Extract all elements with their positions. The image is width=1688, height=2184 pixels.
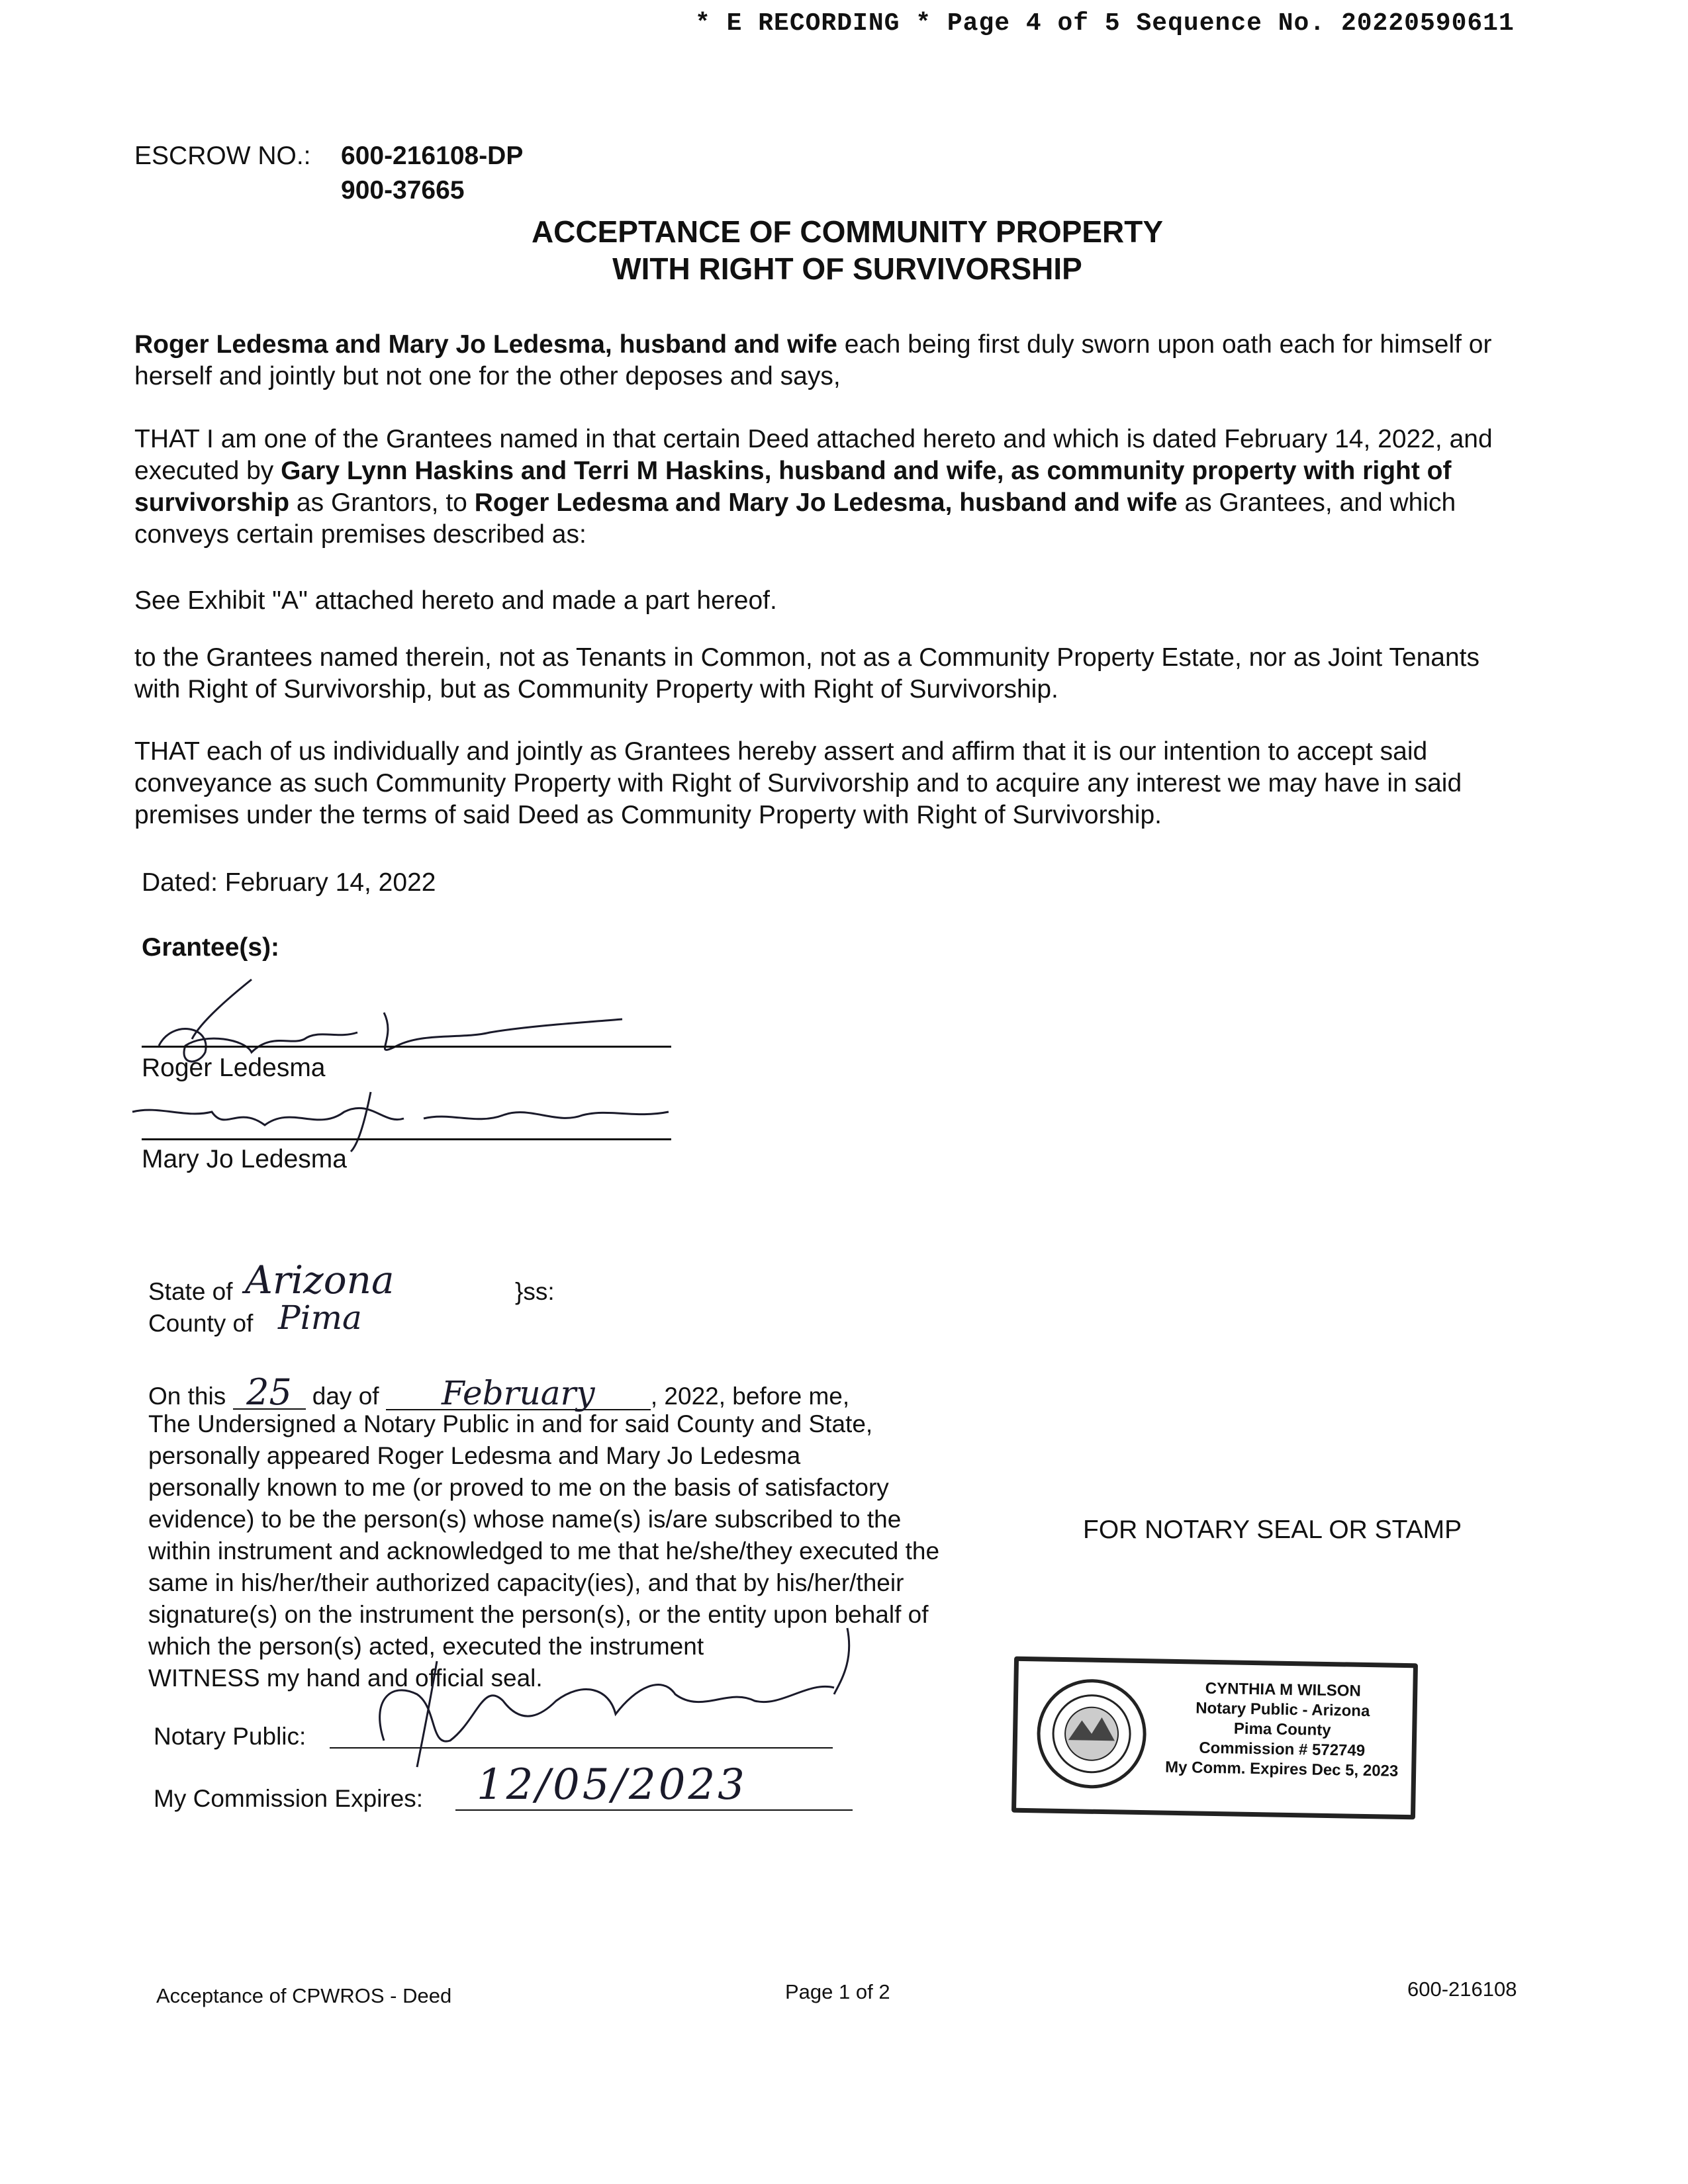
- stamp-notary-title: Notary Public - Arizona: [1195, 1699, 1370, 1721]
- escrow-label: ESCROW NO.:: [134, 142, 311, 170]
- on-this-label: On this: [148, 1383, 226, 1410]
- notary-signature: [331, 1621, 874, 1774]
- affidavit-paragraph-2: [134, 424, 1505, 551]
- footer-page-number: Page 1 of 2: [785, 1980, 890, 2003]
- stamp-expiration: My Comm. Expires Dec 5, 2023: [1164, 1758, 1399, 1780]
- state-label: State of: [148, 1278, 233, 1305]
- county-label: County of: [148, 1310, 254, 1337]
- signer-2-name: Mary Jo Ledesma: [142, 1145, 347, 1173]
- paragraph-2-text-a: THAT I am one of the Grantees named in that certain Deed attached hereto and which is dated February 14, 2022, and executed by: [134, 425, 1493, 485]
- notary-line: within instrument and acknowledged to me that he/she/they executed the: [148, 1537, 940, 1565]
- commission-label: My Commission Expires:: [154, 1785, 424, 1812]
- county-handwritten: Pima: [278, 1298, 362, 1337]
- notary-seal-label: FOR NOTARY SEAL OR STAMP: [1083, 1516, 1462, 1544]
- signature-line-2: [142, 1138, 671, 1140]
- notary-date-line: [148, 1371, 850, 1413]
- recording-header: * E RECORDING * Page 4 of 5 Sequence No. 20220590611: [695, 9, 1515, 38]
- paragraph-2-text-c: as Grantees, and which conveys certain premises described as:: [134, 488, 1456, 549]
- stamp-notary-name: CYNTHIA M WILSON: [1205, 1679, 1362, 1700]
- affidavit-paragraph-5: THAT each of us individually and jointly as Grantees hereby assert and affirm that it is our intention to accept said conveyance as such Community Property with Right of Survivorship and to acquire any interest we may have in said premises under the terms of said Deed as Community Property with Right of Survivorship.: [134, 737, 1462, 829]
- commission-line: [455, 1809, 853, 1811]
- escrow-number-1: 600-216108-DP: [341, 142, 524, 170]
- day-handwritten: 25: [233, 1377, 306, 1410]
- document-title-line1: ACCEPTANCE OF COMMUNITY PROPERTY: [531, 214, 1164, 249]
- notary-stamp: [1011, 1657, 1418, 1820]
- escrow-number-2: 900-37665: [341, 176, 465, 205]
- paragraph-1-text: each being first duly sworn upon oath each for himself or herself and jointly but not one for the other deposes and says,: [134, 330, 1492, 390]
- stamp-text: [1156, 1678, 1409, 1782]
- commission-expiry-handwritten: 12/05/2023: [477, 1760, 747, 1809]
- parties-names: Roger Ledesma and Mary Jo Ledesma, husband and wife: [134, 330, 837, 359]
- state-seal-emblem: [1031, 1673, 1152, 1794]
- affidavit-paragraph-4: to the Grantees named therein, not as Tenants in Common, not as a Community Property Estate, nor as Joint Tenants with Right of Survivorship, but as Community Property with Right of Survivorship.: [134, 643, 1479, 704]
- state-handwritten: Arizona: [245, 1257, 395, 1302]
- notary-line: evidence) to be the person(s) whose name(s) is/are subscribed to the: [148, 1506, 902, 1533]
- notary-public-label: Notary Public:: [154, 1723, 306, 1750]
- grantees-label: Grantee(s):: [142, 933, 280, 962]
- footer-document-name: Acceptance of CPWROS - Deed: [156, 1984, 452, 2007]
- month-handwritten: February: [386, 1377, 651, 1410]
- notary-line: personally known to me (or proved to me on the basis of satisfactory: [148, 1474, 889, 1501]
- notary-line: WITNESS my hand and official seal.: [148, 1664, 543, 1692]
- footer-escrow-number: 600-216108: [1407, 1978, 1517, 2001]
- signature-line-1: [142, 1046, 671, 1048]
- document-title-line2: WITH RIGHT OF SURVIVORSHIP: [612, 251, 1082, 286]
- paragraph-2-text-b: as Grantors, to: [289, 488, 475, 517]
- notary-line: which the person(s) acted, executed the instrument: [148, 1633, 704, 1660]
- notary-line: signature(s) on the instrument the person(s), or the entity upon behalf of: [148, 1601, 929, 1628]
- notary-line: same in his/her/their authorized capacity(ies), and that by his/her/their: [148, 1569, 904, 1596]
- year-text: , 2022, before me,: [650, 1383, 850, 1410]
- signer-1-name: Roger Ledesma: [142, 1054, 326, 1082]
- stamp-commission-number: Commission # 572749: [1199, 1739, 1366, 1760]
- notary-line: personally appeared Roger Ledesma and Mary Jo Ledesma: [148, 1442, 801, 1469]
- exhibit-reference: See Exhibit "A" attached hereto and made a part hereof.: [134, 586, 777, 615]
- grantors-names: Gary Lynn Haskins and Terri M Haskins, husband and wife, as community property with right of survivorship: [134, 457, 1452, 517]
- notary-line: The Undersigned a Notary Public in and for said County and State,: [148, 1410, 873, 1437]
- ss-mark: }ss:: [515, 1278, 555, 1305]
- day-of-label: day of: [312, 1383, 379, 1410]
- stamp-county: Pima County: [1233, 1719, 1331, 1740]
- grantees-names: Roger Ledesma and Mary Jo Ledesma, husband and wife: [474, 488, 1178, 517]
- dated-line: Dated: February 14, 2022: [142, 868, 436, 897]
- affidavit-paragraph-1: [134, 329, 1505, 392]
